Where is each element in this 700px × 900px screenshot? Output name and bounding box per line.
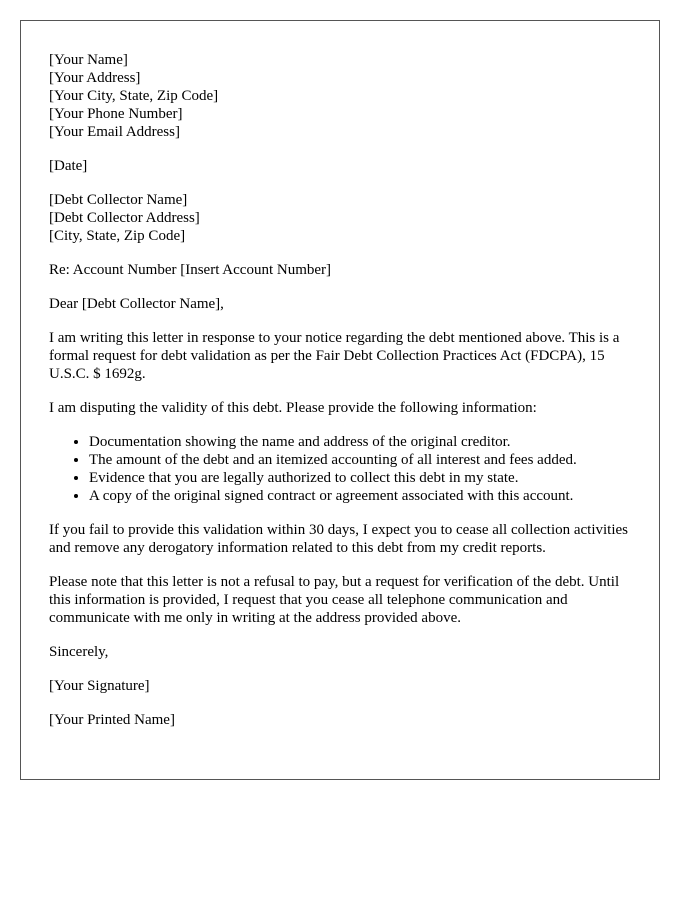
closing-paragraph: If you fail to provide this validation within 30 days, I expect you to cease all collection activities and remove any derogatory information related to this debt from my credit reports. xyxy=(49,522,629,556)
letter-page xyxy=(20,20,660,780)
sender-email: [Your Email Address] xyxy=(49,124,180,140)
body-paragraph: I am writing this letter in response to your notice regarding the debt mentioned above. This is a formal request for debt validation as per the Fair Debt Collection Practices Act (FDCPA), 15 U.S.C. $ 1692g. xyxy=(49,330,620,382)
request-list-item: • Documentation showing the name and address of the original creditor. xyxy=(89,433,631,451)
printed-name: [Your Printed Name] xyxy=(49,712,175,728)
recipient-name: [Debt Collector Name] xyxy=(49,192,188,208)
sender-name: [Your Name] xyxy=(49,52,128,68)
request-list-item: • Evidence that you are legally authorized to collect this debt in my state. xyxy=(89,469,631,487)
recipient-address: [Debt Collector Address] xyxy=(49,210,200,226)
sender-block xyxy=(49,51,631,141)
sender-phone: [Your Phone Number] xyxy=(49,106,183,122)
signature: [Your Signature] xyxy=(49,678,150,694)
request-list-item: • A copy of the original signed contract or agreement associated with this account. xyxy=(89,487,631,505)
request-list xyxy=(49,433,631,505)
subject-line: Re: Account Number [Insert Account Number] xyxy=(49,262,332,278)
recipient-block xyxy=(49,191,631,245)
sign-off: Sincerely, xyxy=(49,644,109,660)
body-paragraph: I am disputing the validity of this debt. Please provide the following information: xyxy=(49,400,537,416)
sender-address: [Your Address] xyxy=(49,70,141,86)
closing-paragraph: Please note that this letter is not a refusal to pay, but a request for verification of the debt. Until this information is provided, I request that you cease all telephone communication and communicate with me only in writing at the address provided above. xyxy=(49,574,620,626)
letter-date: [Date] xyxy=(49,158,88,174)
salutation: Dear [Debt Collector Name], xyxy=(49,296,224,312)
request-list-item: • The amount of the debt and an itemized accounting of all interest and fees added. xyxy=(89,451,631,469)
recipient-city-state-zip: [City, State, Zip Code] xyxy=(49,228,186,244)
sender-city-state-zip: [Your City, State, Zip Code] xyxy=(49,88,219,104)
